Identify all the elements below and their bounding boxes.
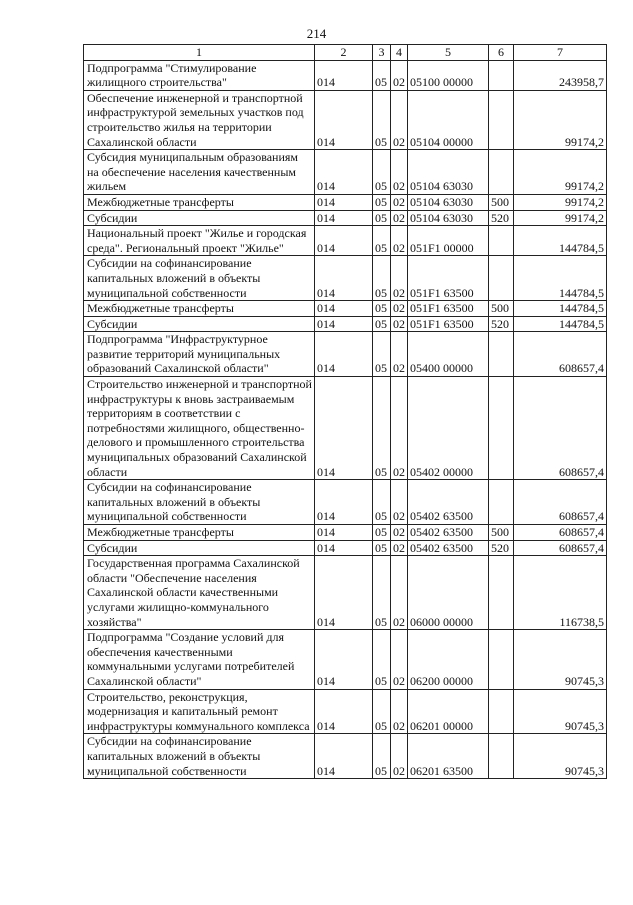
row-target-code-cell: 05104 63030 [408,194,489,210]
row-amount-cell: 144784,5 [514,256,607,301]
row-amount-cell: 99174,2 [514,210,607,226]
row-subsection-cell: 02 [391,256,408,301]
row-ministry-cell: 014 [315,150,373,195]
row-amount-cell: 608657,4 [514,540,607,556]
row-expense-type-cell [489,377,514,480]
row-name-cell: Подпрограмма "Инфраструктурное развитие территорий муниципальных образований Сахалинской области" [84,332,315,377]
row-expense-type-cell [489,90,514,149]
row-name-cell: Субсидия муниципальным образованиям на обеспечение населения качественным жильем [84,150,315,195]
row-amount-cell: 608657,4 [514,332,607,377]
row-amount-cell: 243958,7 [514,60,607,90]
row-amount-cell: 90745,3 [514,689,607,734]
row-amount-cell: 90745,3 [514,734,607,779]
header-cell: 1 [84,45,315,61]
row-subsection-cell: 02 [391,332,408,377]
table-row [84,525,607,541]
row-target-code-cell: 05402 63500 [408,480,489,525]
row-expense-type-cell [489,689,514,734]
row-name-cell: Субсидии [84,540,315,556]
table-row [84,194,607,210]
row-subsection-cell: 02 [391,525,408,541]
header-cell: 4 [391,45,408,61]
row-subsection-cell: 02 [391,556,408,630]
row-target-code-cell: 06000 00000 [408,556,489,630]
row-target-code-cell: 051F1 00000 [408,226,489,256]
row-subsection-cell: 02 [391,540,408,556]
page-number: 214 [306,26,327,41]
row-expense-type-cell [489,332,514,377]
row-name-cell: Строительство, реконструкция, модернизация и капитальный ремонт инфраструктуры коммунального комплекса [84,689,315,734]
row-section-cell: 05 [373,150,391,195]
row-target-code-cell: 05104 63030 [408,210,489,226]
table-row [84,210,607,226]
table-row [84,60,607,90]
row-ministry-cell: 014 [315,377,373,480]
row-section-cell: 05 [373,556,391,630]
row-subsection-cell: 02 [391,377,408,480]
row-name-cell: Межбюджетные трансферты [84,194,315,210]
row-section-cell: 05 [373,226,391,256]
row-target-code-cell: 051F1 63500 [408,301,489,317]
table-row [84,556,607,630]
row-subsection-cell: 02 [391,226,408,256]
row-expense-type-cell [489,556,514,630]
row-expense-type-cell [489,480,514,525]
row-name-cell: Национальный проект "Жилье и городская среда". Региональный проект "Жилье" [84,226,315,256]
row-expense-type-cell: 520 [489,540,514,556]
row-name-cell: Субсидии [84,316,315,332]
row-expense-type-cell: 500 [489,194,514,210]
row-name-cell: Обеспечение инженерной и транспортной инфраструктурой земельных участков под строительство жилья на территории Сахалинской области [84,90,315,149]
row-ministry-cell: 014 [315,556,373,630]
row-subsection-cell: 02 [391,150,408,195]
row-section-cell: 05 [373,377,391,480]
table-row [84,256,607,301]
row-subsection-cell: 02 [391,734,408,779]
row-section-cell: 05 [373,734,391,779]
row-section-cell: 05 [373,316,391,332]
row-expense-type-cell: 520 [489,316,514,332]
row-amount-cell: 99174,2 [514,194,607,210]
row-ministry-cell: 014 [315,734,373,779]
row-subsection-cell: 02 [391,194,408,210]
header-cell: 7 [514,45,607,61]
row-amount-cell: 99174,2 [514,90,607,149]
table-row [84,90,607,149]
row-amount-cell: 144784,5 [514,301,607,317]
row-ministry-cell: 014 [315,210,373,226]
table-row [84,377,607,480]
row-target-code-cell: 051F1 63500 [408,316,489,332]
row-name-cell: Строительство инженерной и транспортной инфраструктуры к вновь застраиваемым территориям в соответствии с потребностями жилищного, общественно-делового и промышленного строительства муниципальных образований Сахалинской области [84,377,315,480]
row-ministry-cell: 014 [315,630,373,689]
header-row [84,45,607,61]
row-target-code-cell: 05104 00000 [408,90,489,149]
table-row [84,226,607,256]
row-expense-type-cell [489,60,514,90]
row-amount-cell: 608657,4 [514,377,607,480]
table-row [84,630,607,689]
row-section-cell: 05 [373,256,391,301]
row-subsection-cell: 02 [391,316,408,332]
row-ministry-cell: 014 [315,525,373,541]
row-target-code-cell: 05402 63500 [408,540,489,556]
row-amount-cell: 90745,3 [514,630,607,689]
row-expense-type-cell [489,150,514,195]
row-section-cell: 05 [373,210,391,226]
row-ministry-cell: 014 [315,90,373,149]
row-subsection-cell: 02 [391,480,408,525]
row-section-cell: 05 [373,194,391,210]
row-expense-type-cell [489,256,514,301]
table-row [84,150,607,195]
row-amount-cell: 608657,4 [514,525,607,541]
row-target-code-cell: 06200 00000 [408,630,489,689]
row-section-cell: 05 [373,525,391,541]
row-section-cell: 05 [373,540,391,556]
row-subsection-cell: 02 [391,630,408,689]
row-subsection-cell: 02 [391,90,408,149]
table-row [84,540,607,556]
row-section-cell: 05 [373,90,391,149]
row-ministry-cell: 014 [315,540,373,556]
table-row [84,332,607,377]
row-section-cell: 05 [373,630,391,689]
row-amount-cell: 99174,2 [514,150,607,195]
row-subsection-cell: 02 [391,60,408,90]
row-target-code-cell: 05104 63030 [408,150,489,195]
row-expense-type-cell: 500 [489,525,514,541]
row-section-cell: 05 [373,480,391,525]
table-body [84,45,607,779]
row-ministry-cell: 014 [315,226,373,256]
table-row [84,734,607,779]
row-name-cell: Подпрограмма "Стимулирование жилищного строительства" [84,60,315,90]
row-target-code-cell: 05400 00000 [408,332,489,377]
row-target-code-cell: 05402 63500 [408,525,489,541]
row-name-cell: Государственная программа Сахалинской области "Обеспечение населения Сахалинской области качественными услугами жилищно-коммунального хозяйства" [84,556,315,630]
row-ministry-cell: 014 [315,256,373,301]
row-name-cell: Субсидии [84,210,315,226]
row-section-cell: 05 [373,60,391,90]
row-amount-cell: 144784,5 [514,316,607,332]
row-target-code-cell: 05100 00000 [408,60,489,90]
row-expense-type-cell [489,734,514,779]
row-ministry-cell: 014 [315,480,373,525]
row-target-code-cell: 05402 00000 [408,377,489,480]
table-row [84,480,607,525]
budget-table [83,44,607,779]
row-ministry-cell: 014 [315,316,373,332]
row-target-code-cell: 051F1 63500 [408,256,489,301]
row-ministry-cell: 014 [315,689,373,734]
row-expense-type-cell [489,630,514,689]
row-name-cell: Субсидии на софинансирование капитальных вложений в объекты муниципальной собственности [84,734,315,779]
row-name-cell: Подпрограмма "Создание условий для обеспечения качественными коммунальными услугами потребителей Сахалинской области" [84,630,315,689]
row-expense-type-cell [489,226,514,256]
row-target-code-cell: 06201 63500 [408,734,489,779]
row-name-cell: Межбюджетные трансферты [84,301,315,317]
row-section-cell: 05 [373,689,391,734]
row-amount-cell: 116738,5 [514,556,607,630]
table-row [84,301,607,317]
row-amount-cell: 608657,4 [514,480,607,525]
row-name-cell: Субсидии на софинансирование капитальных вложений в объекты муниципальной собственности [84,256,315,301]
row-ministry-cell: 014 [315,60,373,90]
row-name-cell: Субсидии на софинансирование капитальных вложений в объекты муниципальной собственности [84,480,315,525]
row-ministry-cell: 014 [315,194,373,210]
row-subsection-cell: 02 [391,689,408,734]
row-subsection-cell: 02 [391,210,408,226]
row-name-cell: Межбюджетные трансферты [84,525,315,541]
row-target-code-cell: 06201 00000 [408,689,489,734]
row-section-cell: 05 [373,301,391,317]
table-row [84,316,607,332]
header-cell: 5 [408,45,489,61]
row-expense-type-cell: 520 [489,210,514,226]
row-section-cell: 05 [373,332,391,377]
table-row [84,689,607,734]
header-cell: 3 [373,45,391,61]
row-ministry-cell: 014 [315,332,373,377]
row-expense-type-cell: 500 [489,301,514,317]
header-cell: 2 [315,45,373,61]
row-amount-cell: 144784,5 [514,226,607,256]
header-cell: 6 [489,45,514,61]
row-ministry-cell: 014 [315,301,373,317]
row-subsection-cell: 02 [391,301,408,317]
